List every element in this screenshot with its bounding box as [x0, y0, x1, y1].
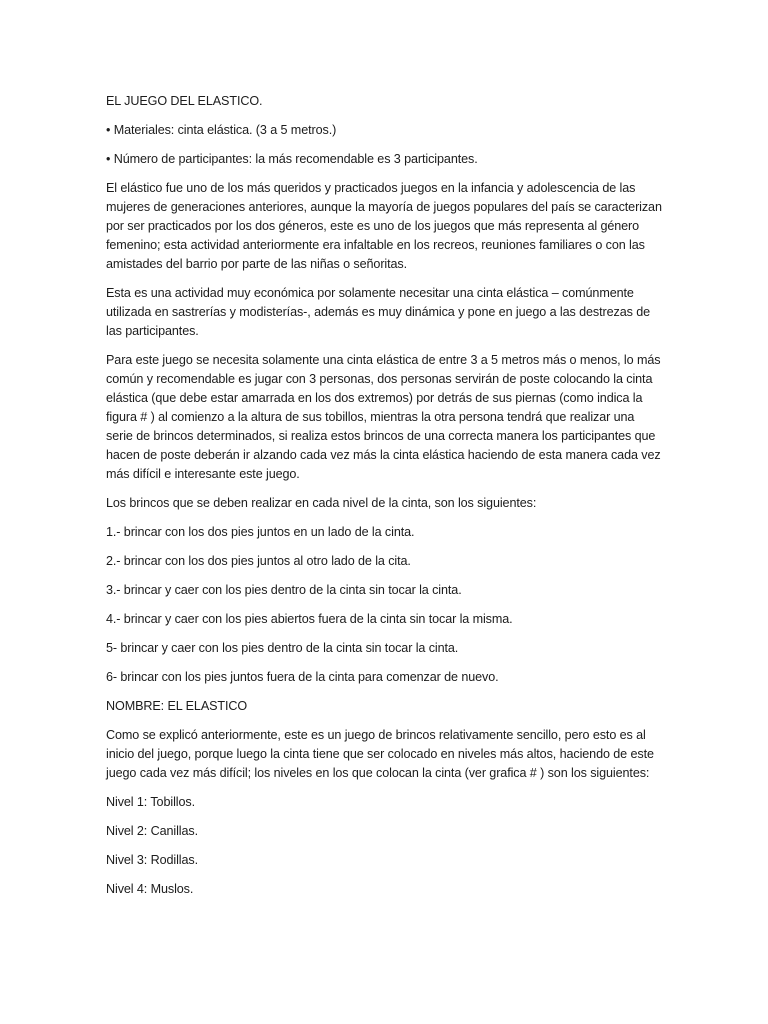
paragraph-economy: Esta es una actividad muy económica por solamente necesitar una cinta elástica – comúnmente utilizada en sastrerías y modisterías-, además es muy dinámica y pone en juego a las destrezas de las participantes. — [106, 286, 651, 338]
step-item: 5- brincar y caer con los pies dentro de la cinta sin tocar la cinta. — [106, 641, 459, 655]
level-item: Nivel 3: Rodillas. — [106, 853, 198, 867]
level-item: Nivel 2: Canillas. — [106, 824, 198, 838]
document-body — [106, 92, 662, 909]
paragraph-history: El elástico fue uno de los más queridos y practicados juegos en la infancia y adolescencia de las mujeres de generaciones anteriores, aunque la mayoría de juegos populares del país se caracterizan por ser practicados por los dos géneros, este es uno de los juegos que más representa al género femenino; esta actividad anteriormente era infaltable en los recreos, reuniones familiares o con las amistades del barrio por parte de las niñas o señoritas. — [106, 181, 662, 271]
paragraph-jumps-intro: Los brincos que se deben realizar en cada nivel de la cinta, son los siguientes: — [106, 496, 537, 510]
document-title: EL JUEGO DEL ELASTICO. — [106, 94, 263, 108]
step-item: 4.- brincar y caer con los pies abiertos fuera de la cinta sin tocar la misma. — [106, 612, 513, 626]
step-item: 2.- brincar con los dos pies juntos al otro lado de la cita. — [106, 554, 411, 568]
bullet-materials: • Materiales: cinta elástica. (3 a 5 metros.) — [106, 123, 337, 137]
step-item: 1.- brincar con los dos pies juntos en un lado de la cinta. — [106, 525, 415, 539]
level-item: Nivel 4: Muslos. — [106, 882, 194, 896]
name-heading: NOMBRE: EL ELASTICO — [106, 699, 248, 713]
step-item: 6- brincar con los pies juntos fuera de la cinta para comenzar de nuevo. — [106, 670, 499, 684]
level-item: Nivel 1: Tobillos. — [106, 795, 195, 809]
bullet-participants: • Número de participantes: la más recomendable es 3 participantes. — [106, 152, 478, 166]
step-item: 3.- brincar y caer con los pies dentro de la cinta sin tocar la cinta. — [106, 583, 462, 597]
paragraph-levels-intro: Como se explicó anteriormente, este es un juego de brincos relativamente sencillo, pero esto es al inicio del juego, porque luego la cinta tiene que ser colocado en niveles más altos, haciendo de este juego cada vez más difícil; los niveles en los que colocan la cinta (ver grafica # ) son los siguientes: — [106, 728, 654, 780]
paragraph-rules: Para este juego se necesita solamente una cinta elástica de entre 3 a 5 metros más o menos, lo más común y recomendable es jugar con 3 personas, dos personas servirán de poste colocando la cinta elástica (que debe estar amarrada en los dos extremos) por detrás de sus piernas (como indica la figura # ) al comienzo a la altura de sus tobillos, mientras la otra persona tendrá que realizar una serie de brincos determinados, si realiza estos brincos de una correcta manera los participantes que hacen de poste deberán ir alzando cada vez más la cinta elástica haciendo de esta manera cada vez más difícil e interesante este juego. — [106, 353, 661, 481]
